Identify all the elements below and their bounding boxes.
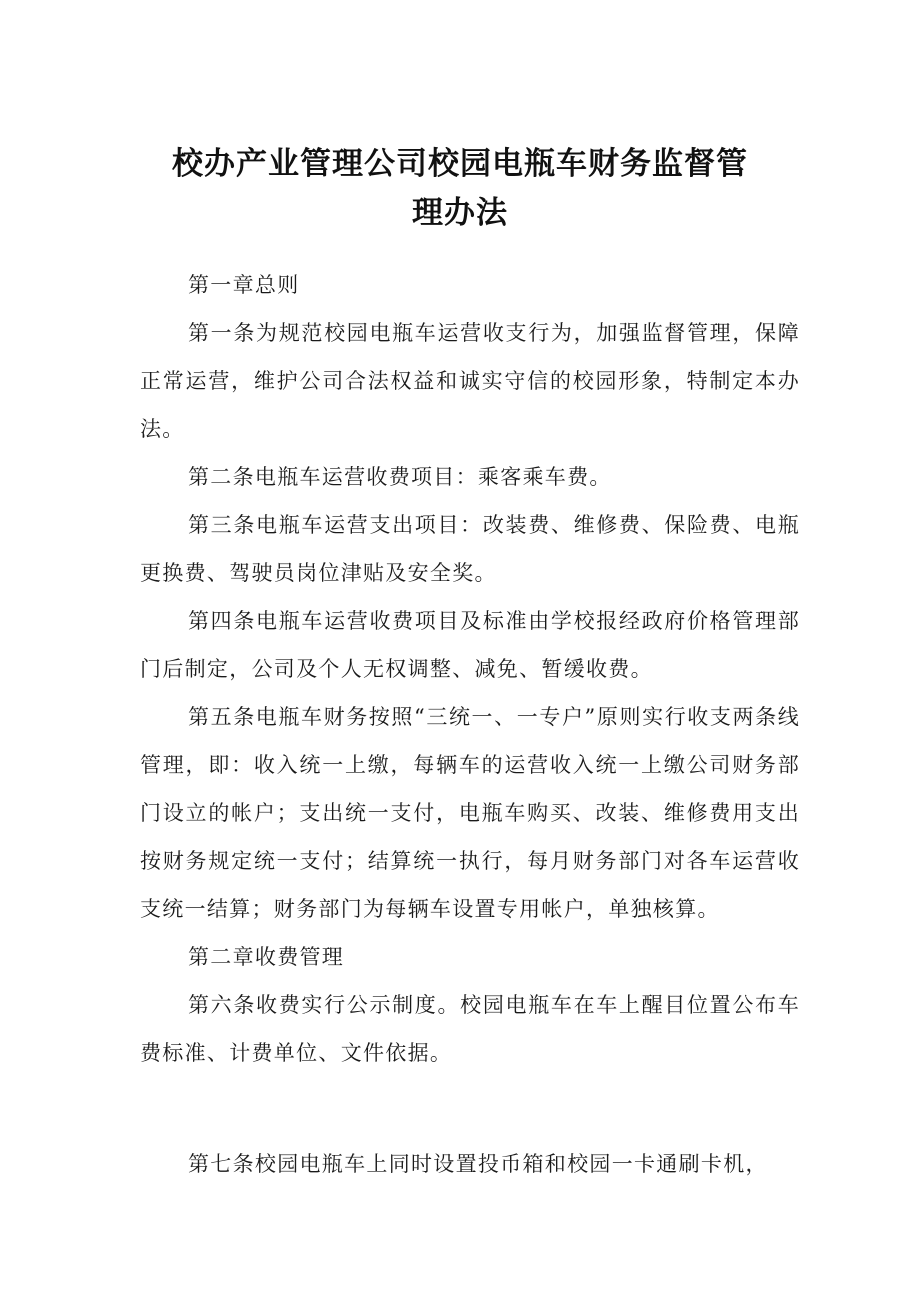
article-1: 第一条为规范校园电瓶车运营收支行为，加强监督管理，保障正常运营，维护公司合法权益和诚实守信的校园形象，特制定本办法。 [140, 321, 800, 441]
article-2: 第二条电瓶车运营收费项目：乘客乘车费。 [188, 465, 612, 489]
document-title-line-2: 理办法 [412, 195, 508, 231]
article-3: 第三条电瓶车运营支出项目：改装费、维修费、保险费、电瓶更换费、驾驶员岗位津贴及安全奖。 [140, 513, 800, 585]
chapter-heading-1: 第一章总则 [188, 273, 300, 297]
document-body [140, 261, 800, 1077]
document-body-continued [140, 1140, 800, 1188]
chapter-heading-2: 第二章收费管理 [188, 945, 345, 969]
article-4: 第四条电瓶车运营收费项目及标准由学校报经政府价格管理部门后制定，公司及个人无权调整、减免、暂缓收费。 [140, 609, 800, 681]
article-7: 第七条校园电瓶车上同时设置投币箱和校园一卡通刷卡机， [188, 1152, 768, 1176]
document-title-line-1: 校办产业管理公司校园电瓶车财务监督管 [172, 146, 748, 182]
article-6: 第六条收费实行公示制度。校园电瓶车在车上醒目位置公布车费标准、计费单位、文件依据。 [140, 993, 800, 1065]
article-5: 第五条电瓶车财务按照“三统一、一专户”原则实行收支两条线管理，即：收入统一上缴，每辆车的运营收入统一上缴公司财务部门设立的帐户；支出统一支付，电瓶车购买、改装、维修费用支出按财务规定统一支付；结算统一执行，每月财务部门对各车运营收支统一结算；财务部门为每辆车设置专用帐户，单独核算。 [140, 705, 800, 921]
